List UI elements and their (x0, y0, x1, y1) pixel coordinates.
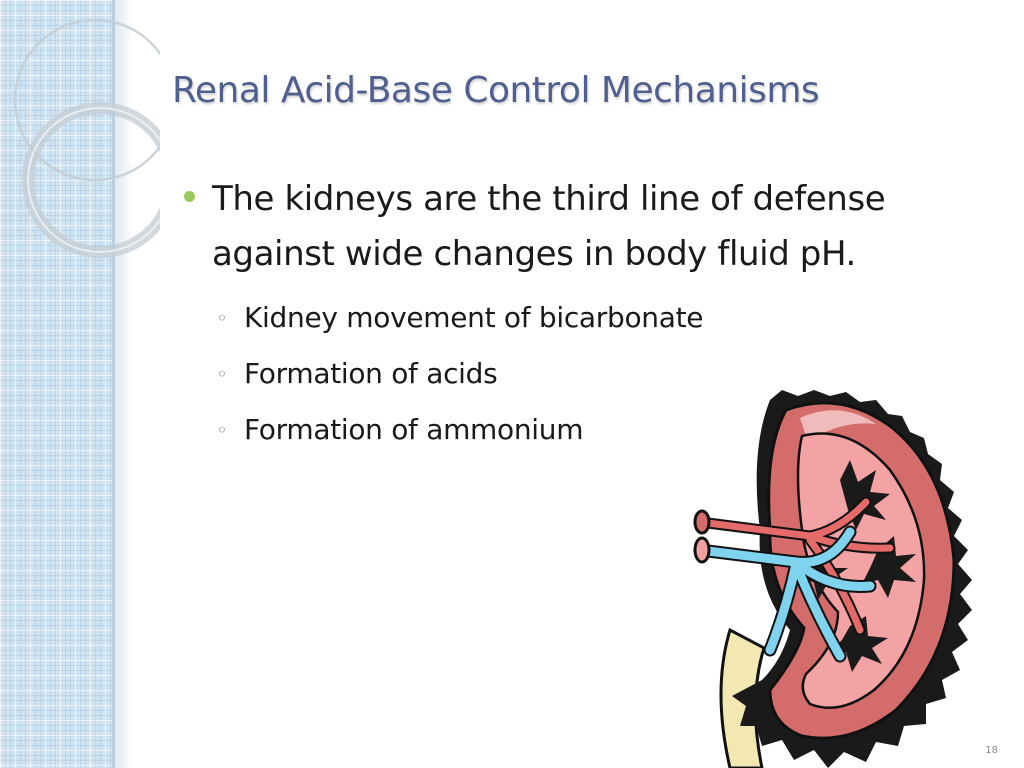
main-bullet-line-1: The kidneys are the third line of defense (212, 179, 886, 219)
kidney-illustration-icon (690, 390, 990, 768)
page-number: 18 (985, 745, 998, 756)
circle-bullet-icon: ◦ (216, 418, 228, 442)
decorative-circles (0, 0, 160, 320)
slide-title: Renal Acid-Base Control Mechanisms (172, 70, 820, 111)
circle-bullet-icon: ◦ (216, 362, 228, 386)
circle-bullet-icon: ◦ (216, 306, 228, 330)
sub-bullet-item (182, 290, 982, 346)
sub-bullet-text: Formation of acids (244, 357, 498, 390)
sub-bullet-text: Formation of ammonium (244, 413, 584, 446)
main-bullet (182, 172, 982, 282)
sub-bullet-text: Kidney movement of bicarbonate (244, 301, 704, 334)
bullet-dot-icon (184, 191, 195, 202)
main-bullet-line-2: against wide changes in body fluid pH. (212, 234, 856, 274)
